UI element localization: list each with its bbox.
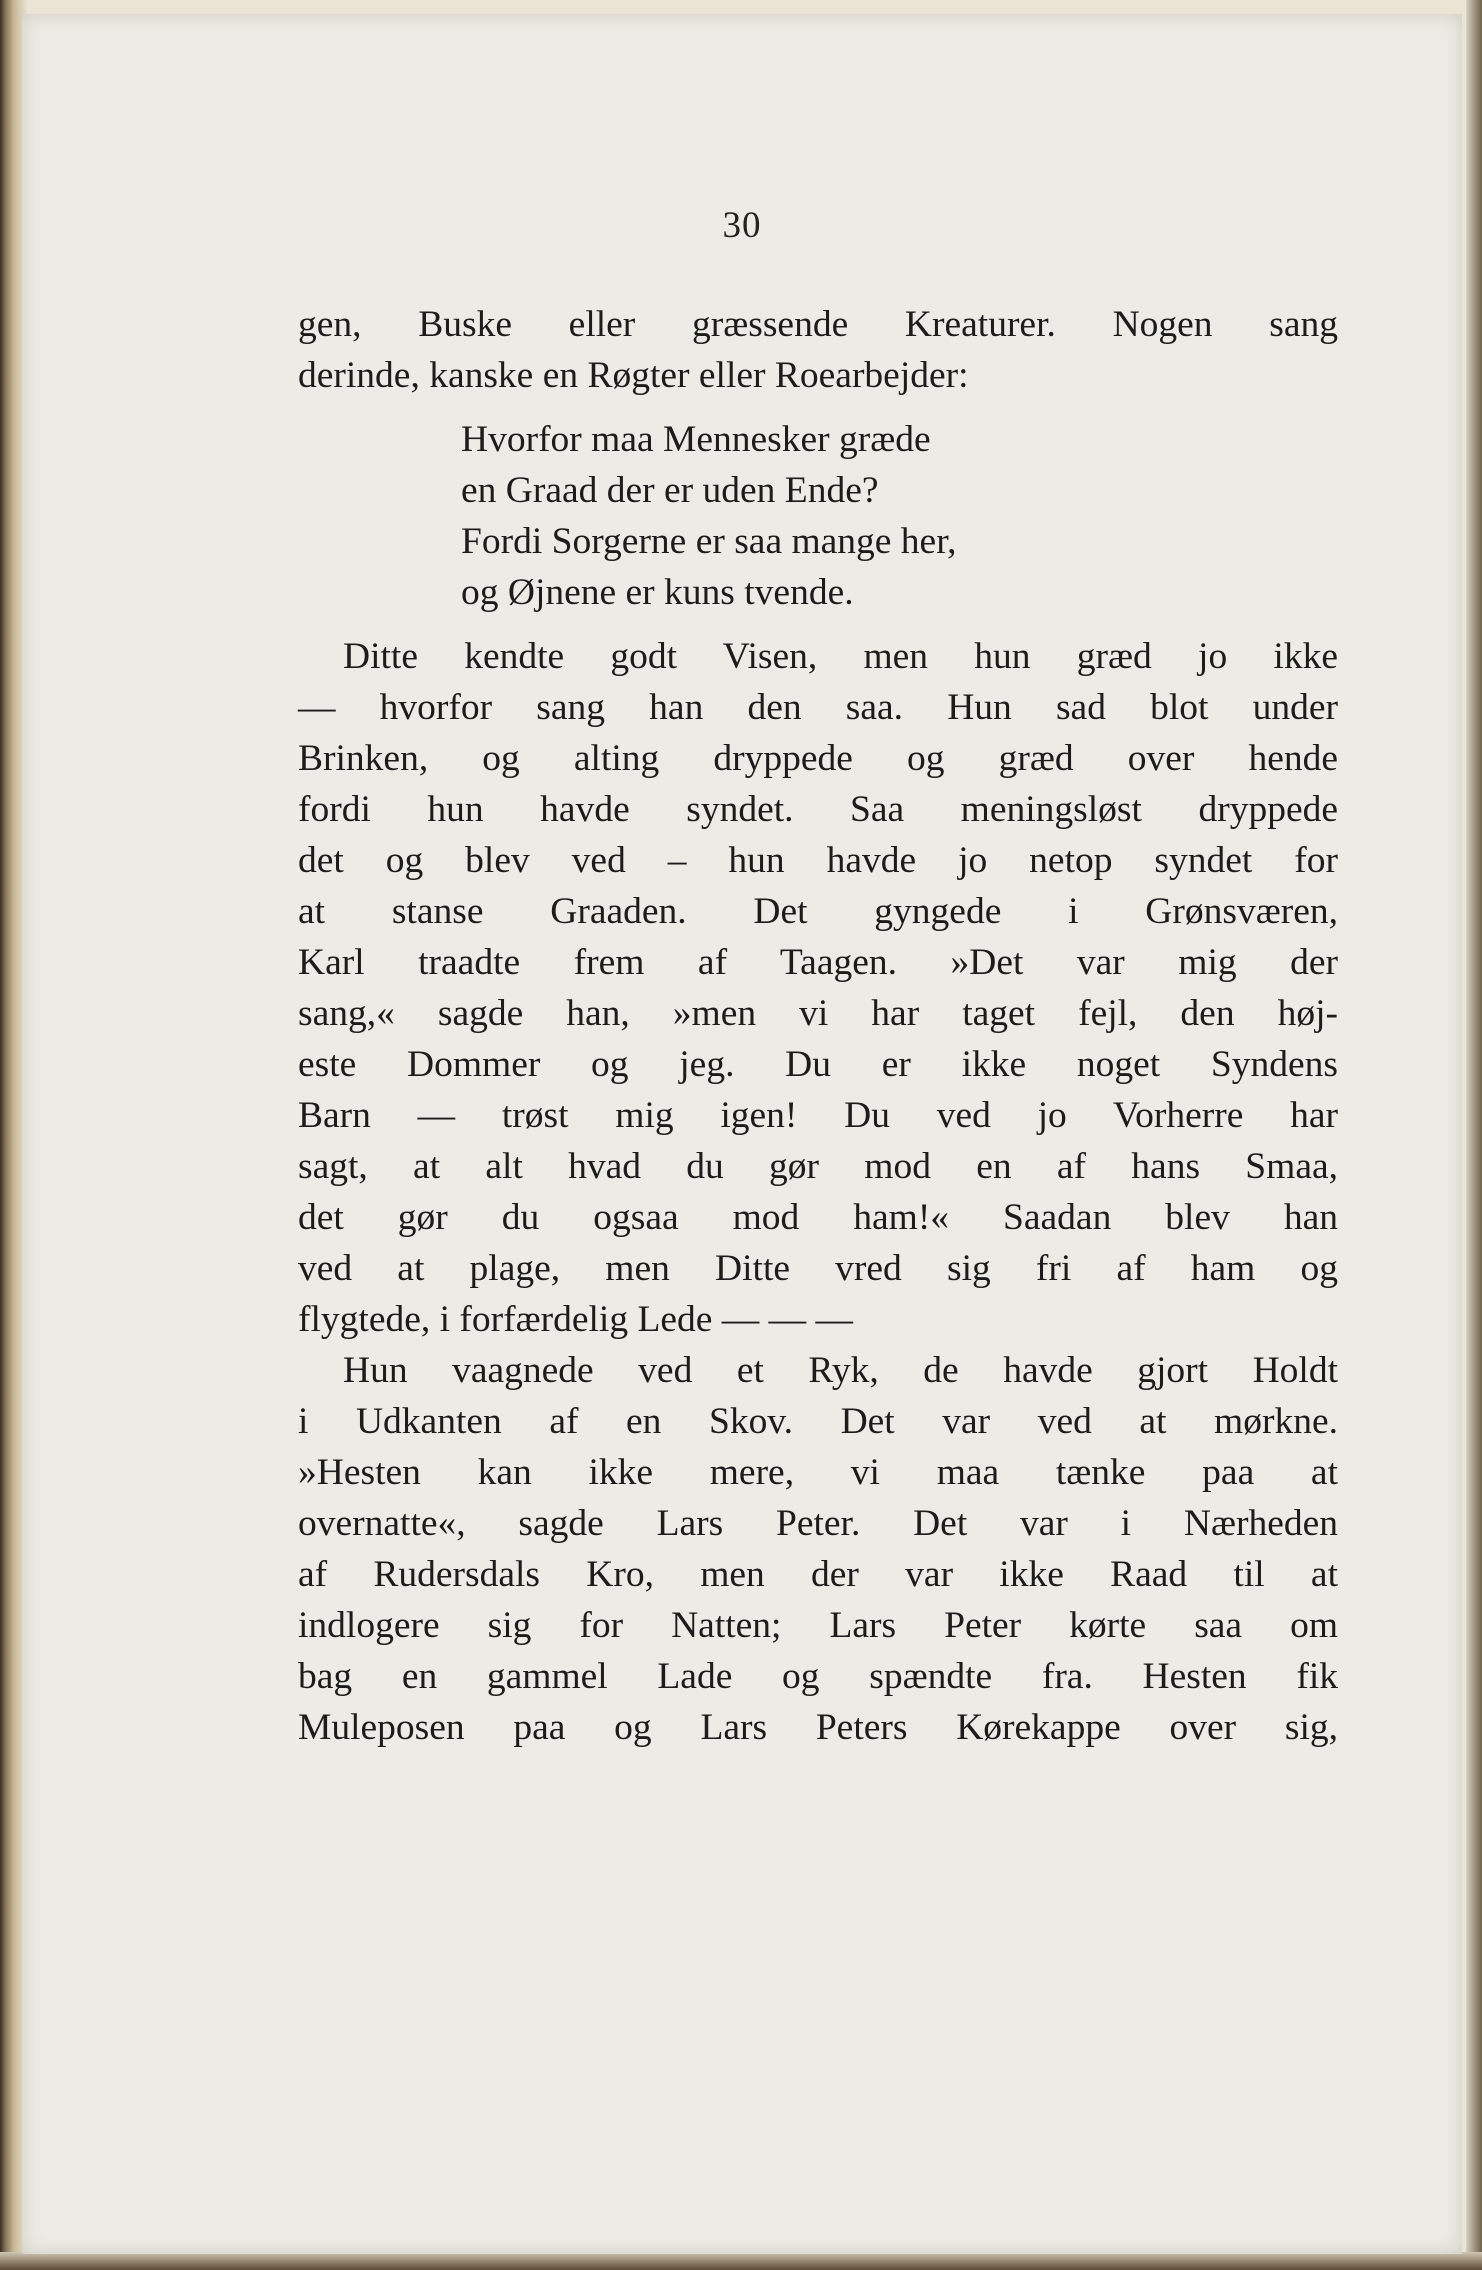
text-line: Karl traadte frem af Taagen. »Det var mig der [298, 942, 1338, 983]
text-line: sagt, at alt hvad du gør mod en af hans Smaa, [298, 1146, 1338, 1187]
text-line: flygtede, i forfærdelig Lede — — — [298, 1299, 854, 1340]
text-line: overnatte«, sagde Lars Peter. Det var i Nærheden [298, 1503, 1338, 1544]
text-line: este Dommer og jeg. Du er ikke noget Syndens [298, 1044, 1338, 1085]
text-line: — hvorfor sang han den saa. Hun sad blot under [298, 687, 1338, 728]
body-text [298, 299, 1338, 1753]
page-edge-bottom [0, 2252, 1482, 2270]
text-line: fordi hun havde syndet. Saa meningsløst dryppede [298, 789, 1338, 830]
text-line: at stanse Graaden. Det gyngede i Grønsværen, [298, 891, 1338, 932]
text-line: sang,« sagde han, »men vi har taget fejl, den høj- [298, 993, 1338, 1034]
text-line: af Rudersdals Kro, men der var ikke Raad til at [298, 1554, 1338, 1595]
verse-line: og Øjnene er kuns tvende. [461, 572, 854, 613]
paragraph [298, 631, 1338, 1345]
text-line: det gør du ogsaa mod ham!« Saadan blev han [298, 1197, 1338, 1238]
page-number: 30 [722, 205, 762, 246]
paragraph [298, 1345, 1338, 1753]
text-line: bag en gammel Lade og spændte fra. Hesten fik [298, 1656, 1338, 1697]
text-line: det og blev ved – hun havde jo netop syndet for [298, 840, 1338, 881]
text-line: derinde, kanske en Røgter eller Roearbejder: [298, 355, 969, 396]
text-line: Hun vaagnede ved et Ryk, de havde gjort Holdt [343, 1350, 1338, 1391]
text-line: ved at plage, men Ditte vred sig fri af ham og [298, 1248, 1338, 1289]
text-line: i Udkanten af en Skov. Det var ved at mørkne. [298, 1401, 1338, 1442]
text-line: gen, Buske eller græssende Kreaturer. Nogen sang [298, 304, 1338, 345]
verse [298, 414, 1338, 618]
text-line: Ditte kendte godt Visen, men hun græd jo ikke [343, 636, 1338, 677]
text-line: indlogere sig for Natten; Lars Peter kørte saa om [298, 1605, 1338, 1646]
verse-line: Hvorfor maa Mennesker græde [461, 419, 931, 460]
book-page [22, 14, 1462, 2254]
verse-line: Fordi Sorgerne er saa mange her, [461, 521, 957, 562]
verse-line: en Graad der er uden Ende? [461, 470, 879, 511]
page-edge-right [1466, 0, 1482, 2270]
text-line: Muleposen paa og Lars Peters Kørekappe over sig, [298, 1707, 1338, 1748]
text-line: »Hesten kan ikke mere, vi maa tænke paa at [298, 1452, 1338, 1493]
text-line: Barn — trøst mig igen! Du ved jo Vorherre har [298, 1095, 1338, 1136]
text-line: Brinken, og alting dryppede og græd over hende [298, 738, 1338, 779]
